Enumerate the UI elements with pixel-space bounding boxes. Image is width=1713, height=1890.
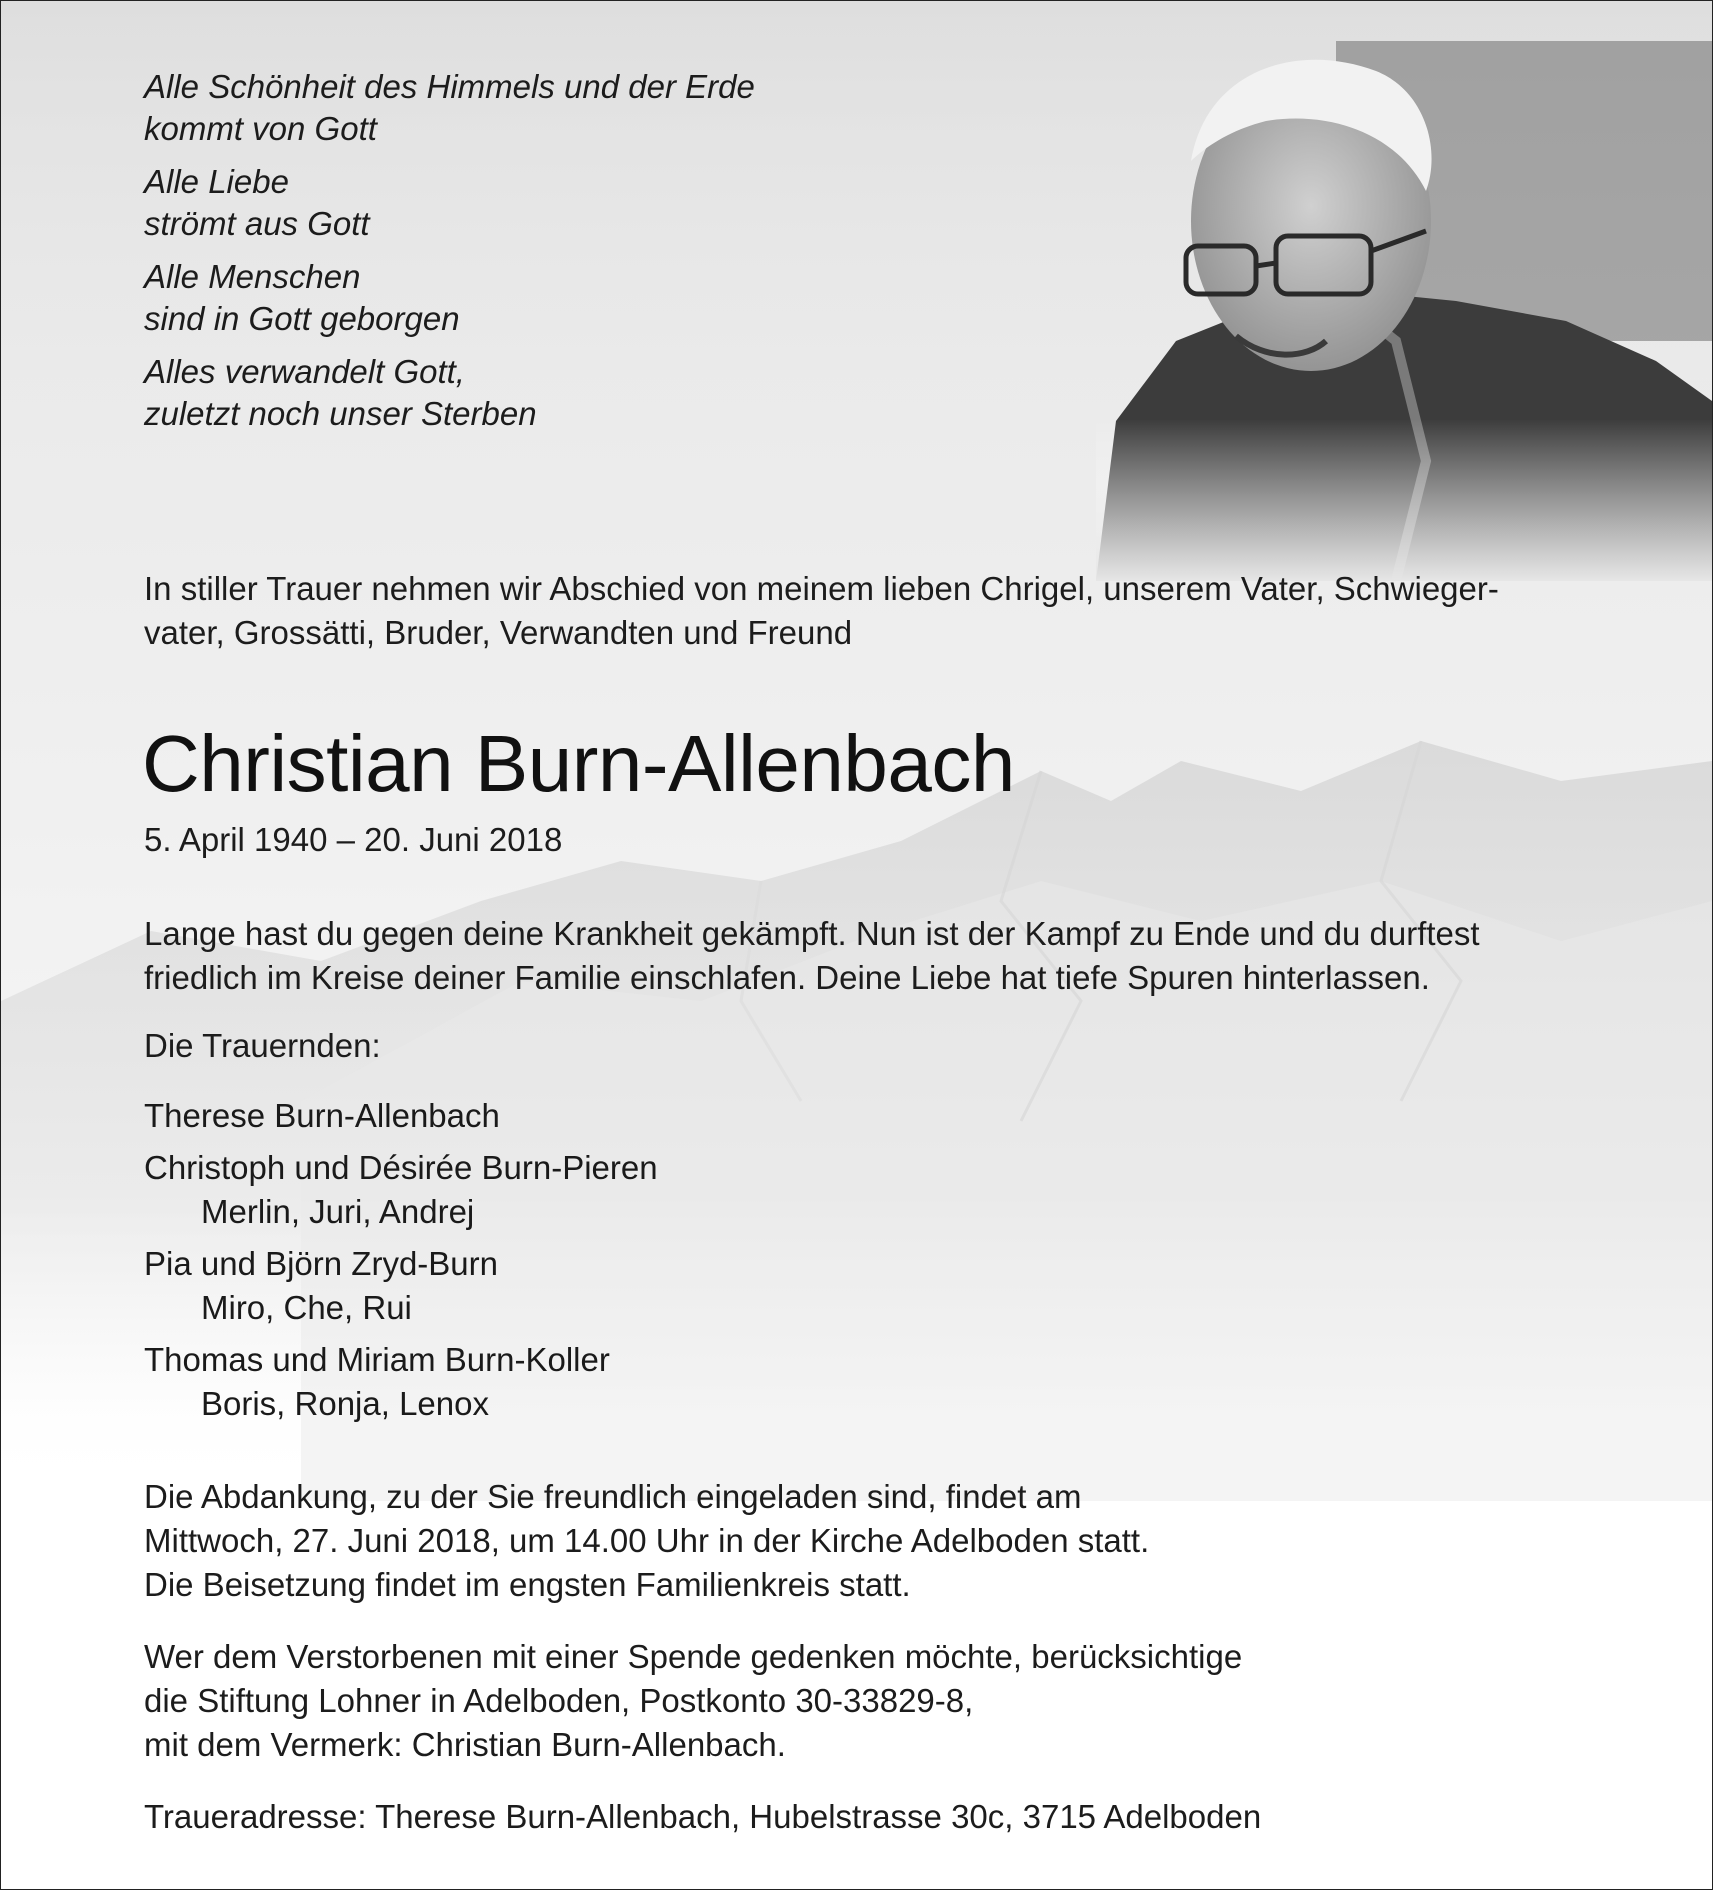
poem-line: sind in Gott geborgen [144,300,460,337]
message-line: Lange hast du gegen deine Krankheit gekämpft. Nun ist der Kampf zu Ende und du durftest [144,915,1480,952]
mourner-entry [144,1242,658,1330]
mourner-entry [144,1338,658,1426]
mourners-heading: Die Trauernden: [144,1027,381,1064]
mourner-name: Christoph und Désirée Burn-Pieren [144,1149,658,1186]
poem-stanza [144,66,755,150]
poem-line: strömt aus Gott [144,205,370,242]
poem [144,66,755,446]
poem-line: zuletzt noch unser Sterben [144,395,537,432]
life-dates: 5. April 1940 – 20. Juni 2018 [144,821,563,858]
service-line: Die Abdankung, zu der Sie freundlich eingeladen sind, findet am [144,1478,1082,1515]
mourning-address: Traueradresse: Therese Burn-Allenbach, Hubelstrasse 30c, 3715 Adelboden [144,1798,1262,1835]
funeral-service-info [144,1475,1149,1607]
deceased-name: Christian Burn-Allenbach [142,719,1015,808]
intro-line: In stiller Trauer nehmen wir Abschied von meinem lieben Chrigel, unserem Vater, Schwieger- [144,570,1499,607]
service-line: Die Beisetzung findet im engsten Familienkreis statt. [144,1566,911,1603]
donation-line: die Stiftung Lohner in Adelboden, Postkonto 30-33829-8, [144,1682,974,1719]
poem-stanza [144,161,755,245]
poem-line: Alle Schönheit des Himmels und der Erde [144,68,755,105]
poem-stanza [144,256,755,340]
poem-line: Alle Liebe [144,163,289,200]
poem-stanza [144,351,755,435]
service-line: Mittwoch, 27. Juni 2018, um 14.00 Uhr in der Kirche Adelboden statt. [144,1522,1150,1559]
mourners-list [144,1094,658,1434]
message-line: friedlich im Kreise deiner Familie einschlafen. Deine Liebe hat tiefe Spuren hinterlassen. [144,959,1430,996]
poem-line: kommt von Gott [144,110,377,147]
intro-paragraph [144,567,1624,655]
mourner-name: Pia und Björn Zryd-Burn [144,1245,498,1282]
donation-line: Wer dem Verstorbenen mit einer Spende gedenken möchte, berücksichtige [144,1638,1243,1675]
mourner-children: Miro, Che, Rui [201,1289,412,1326]
portrait-photo [1096,41,1712,581]
mourner-name: Therese Burn-Allenbach [144,1097,500,1134]
mourner-children: Merlin, Juri, Andrej [201,1193,475,1230]
mourner-children: Boris, Ronja, Lenox [201,1385,489,1422]
mourner-name: Thomas und Miriam Burn-Koller [144,1341,610,1378]
poem-line: Alle Menschen [144,258,361,295]
donation-info [144,1635,1242,1767]
donation-line: mit dem Vermerk: Christian Burn-Allenbach. [144,1726,786,1763]
farewell-message [144,912,1480,1000]
mourner-entry [144,1094,658,1138]
mourner-entry [144,1146,658,1234]
poem-line: Alles verwandelt Gott, [144,353,465,390]
intro-line: vater, Grossätti, Bruder, Verwandten und Freund [144,614,853,651]
